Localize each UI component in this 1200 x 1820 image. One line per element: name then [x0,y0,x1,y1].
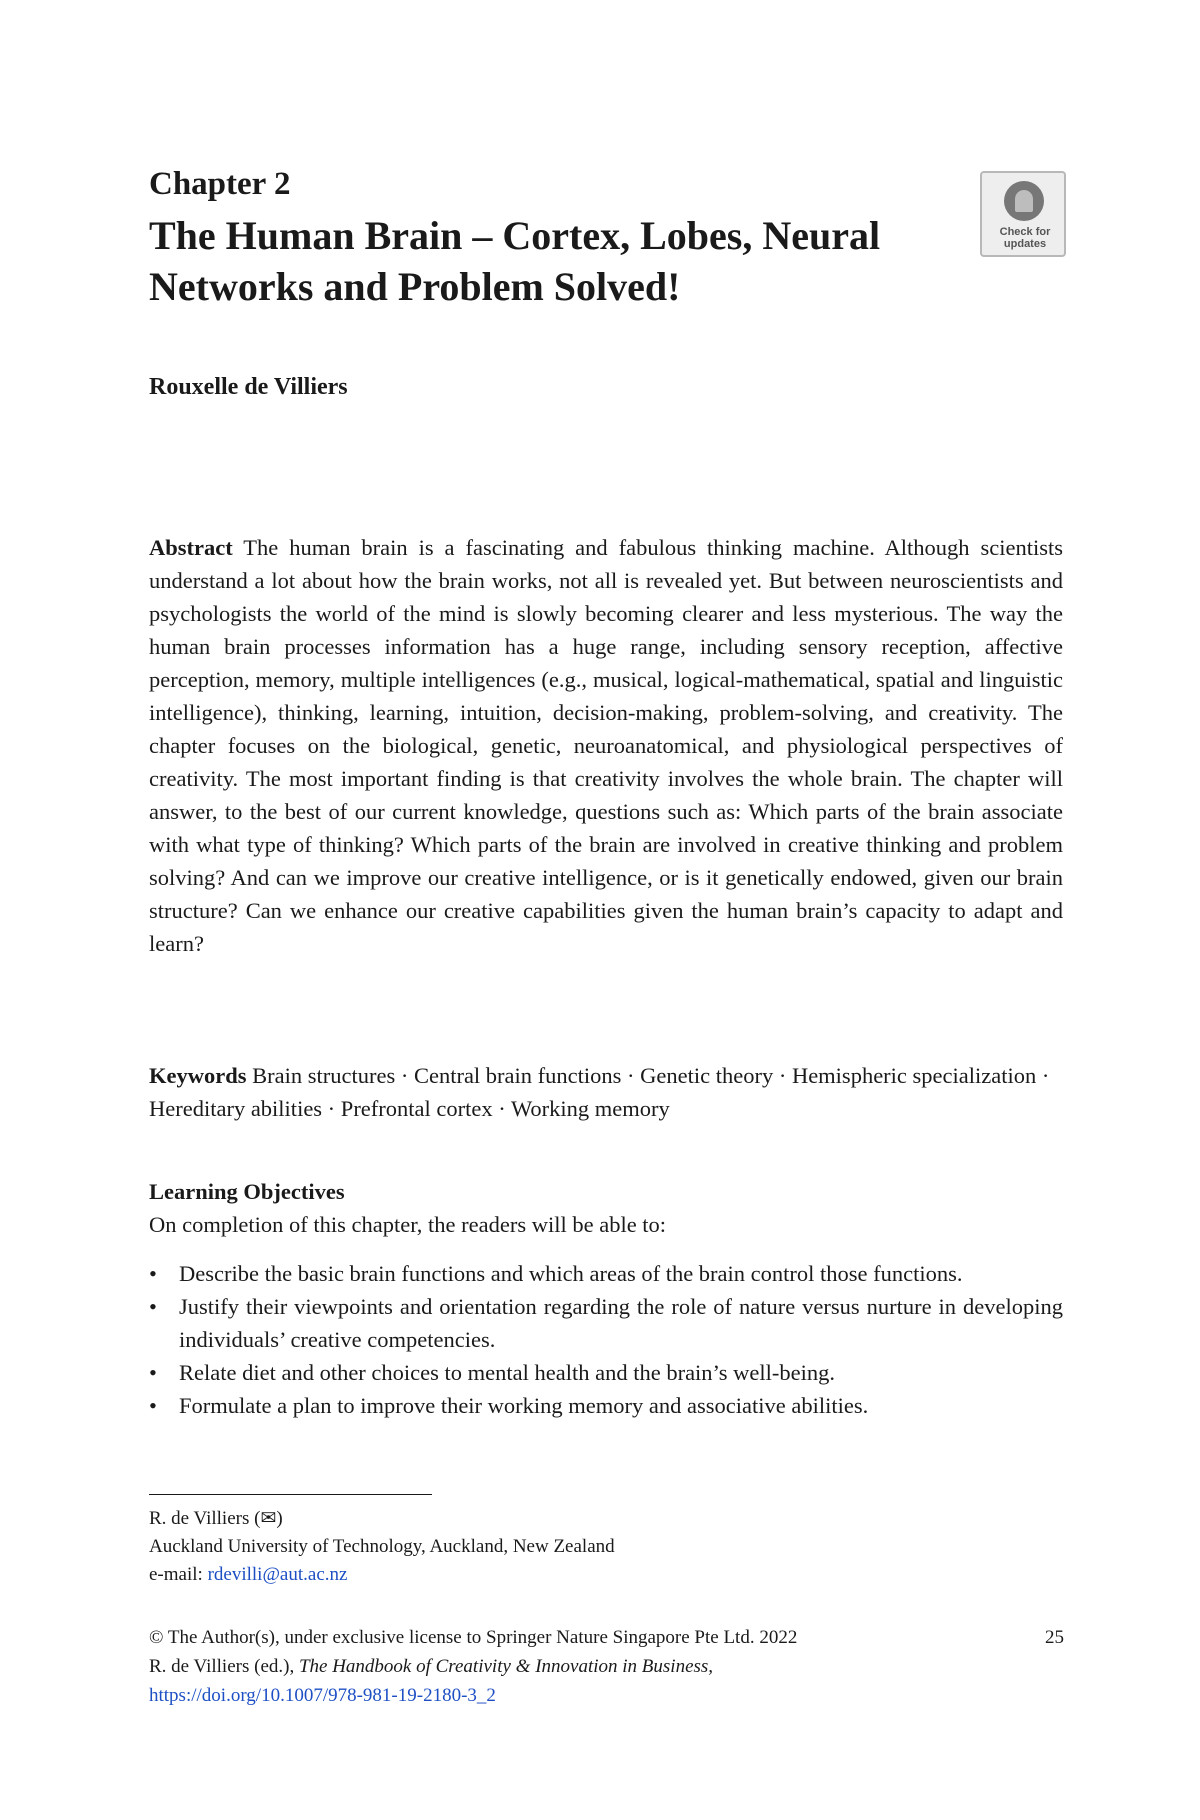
keywords-label: Keywords [149,1063,247,1088]
bullet-icon: • [149,1294,157,1319]
citation-editor: R. de Villiers (ed.), [149,1656,295,1677]
abstract [149,531,1063,960]
author-footnote [149,1505,1063,1589]
copyright-block [149,1623,869,1710]
author-name: Rouxelle de Villiers [149,374,348,400]
page-number: 25 [1045,1627,1064,1648]
doi-link[interactable]: https://doi.org/10.1007/978-981-19-2180-3_2 [149,1685,496,1706]
email-label: e-mail: [149,1564,203,1585]
abstract-label: Abstract [149,535,233,560]
check-for-updates-label: Check for updates [999,226,1051,250]
list-item [149,1389,1063,1422]
bullet-icon: • [149,1360,157,1385]
copyright-line: © The Author(s), under exclusive license to Springer Nature Singapore Pte Ltd. 2022 [149,1627,798,1648]
keywords-text: Brain structures · Central brain functions · Genetic theory · Hemispheric specialization · Hereditary abilities · Prefrontal cortex · Working memory [149,1063,1050,1121]
list-item [149,1290,1063,1356]
list-item-text: Relate diet and other choices to mental health and the brain’s well-being. [179,1360,836,1385]
keywords [149,1059,1063,1125]
check-for-updates-icon [1004,181,1044,221]
citation-line [149,1652,869,1681]
chapter-label: Chapter 2 [149,166,291,202]
list-item-text: Formulate a plan to improve their working memory and associative abilities. [179,1393,869,1418]
learning-objectives-intro: On completion of this chapter, the readers will be able to: [149,1212,667,1237]
list-item [149,1356,1063,1389]
chapter-title: The Human Brain – Cortex, Lobes, Neural Networks and Problem Solved! [149,213,881,309]
list-item [149,1257,1063,1290]
list-item-text: Describe the basic brain functions and which areas of the brain control those functions. [179,1261,963,1286]
bookmark-shape [1015,190,1033,212]
footnote-email-line [149,1561,1063,1589]
citation-book-title: The Handbook of Creativity & Innovation in Business, [298,1656,714,1677]
check-for-updates-badge[interactable] [980,171,1066,257]
bullet-icon: • [149,1261,157,1286]
list-item-text: Justify their viewpoints and orientation regarding the role of nature versus nurture in developing individuals’ creative competencies. [179,1294,1063,1352]
email-link[interactable]: rdevilli@aut.ac.nz [207,1564,348,1585]
learning-objectives-list [149,1257,1063,1422]
learning-objectives-heading: Learning Objectives [149,1179,345,1204]
abstract-text: The human brain is a fascinating and fabulous thinking machine. Although scientists understand a lot about how the brain works, not all is revealed yet. But between neuroscientists and psychologists the world of the mind is slowly becoming clearer and less mysterious. The way the human brain processes information has a huge range, including sensory reception, affective perception, memory, multiple intelligences (e.g., musical, logical-mathematical, spatial and linguistic intelligence), thinking, learning, intuition, decision-making, problem-solving, and creativity. The chapter focuses on the biological, genetic, neuroanatomical, and physiological perspectives of creativity. The most important finding is that creativity involves the whole brain. The chapter will answer, to the best of our current knowledge, questions such as: Which parts of the brain associate with what type of thinking? Which parts of the brain are involved in creative thinking and problem solving? And can we improve our creative intelligence, or is it genetically endowed, given our brain structure? Can we enhance our creative capabilities given the human brain’s capacity to adapt and learn? [149,535,1063,956]
bullet-icon: • [149,1393,157,1418]
footnote-author: R. de Villiers (✉) [149,1508,283,1529]
learning-objectives [149,1175,1063,1422]
footnote-divider [149,1494,432,1495]
footnote-affiliation: Auckland University of Technology, Auckland, New Zealand [149,1536,615,1557]
